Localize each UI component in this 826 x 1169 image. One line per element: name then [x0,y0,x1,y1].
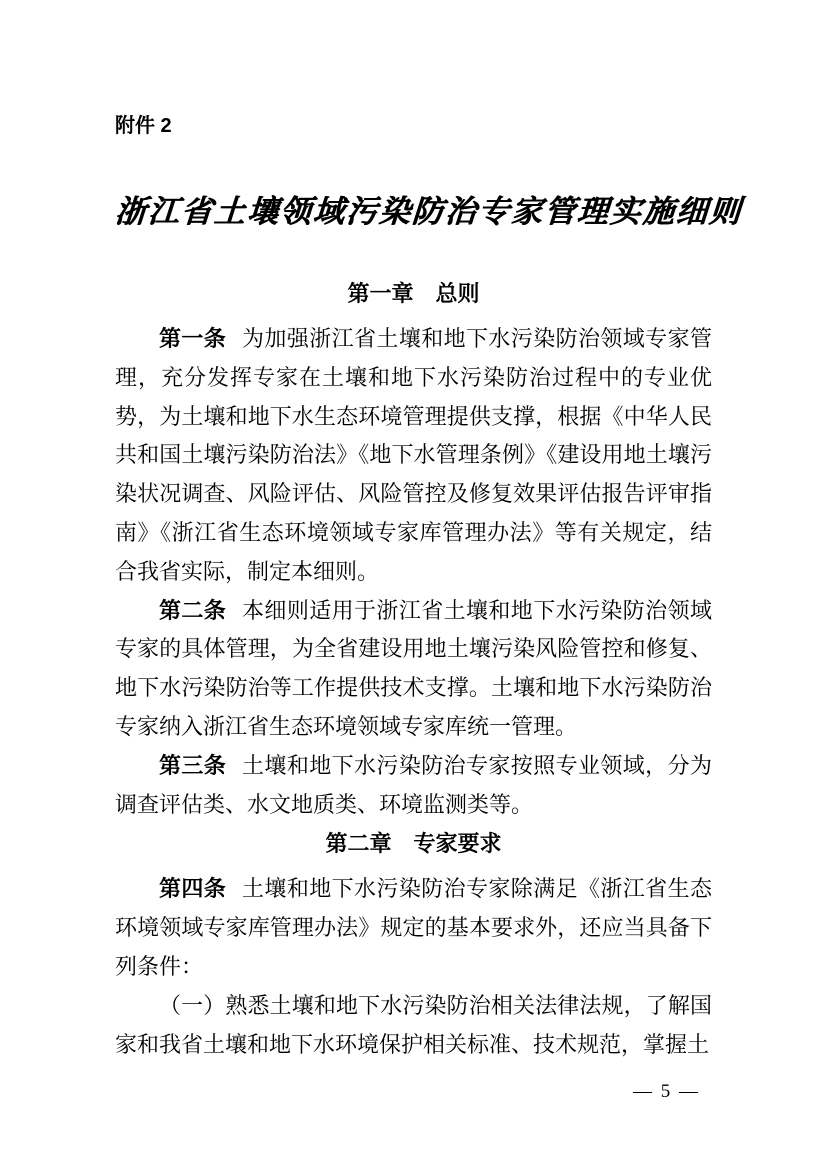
article-5-text: （一）熟悉土壤和地下水污染防治相关法律法规，了解国家和我省土壤和地下水环境保护相关标准、技术规范，掌握土 [115,992,712,1057]
attachment-label: 附件 2 [115,115,172,137]
article-5-paragraph [115,987,712,1065]
article-4-paragraph [115,870,712,986]
article-1-paragraph [115,320,712,592]
article-1-lead: 第一条 [159,326,227,351]
article-2-lead: 第二条 [159,597,227,623]
article-1-text: 为加强浙江省土壤和地下水污染防治领域专家管理，充分发挥专家在土壤和地下水污染防治过程中的专业优势，为土壤和地下水生态环境管理提供支撑，根据《中华人民共和国土壤污染防治法》《地下水管理条例》《建设用地土壤污染状况调查、风险评估、风险管控及修复效果评估报告评审指南》《浙江省生态环境领域专家库管理办法》等有关规定，结合我省实际，制定本细则。 [115,326,712,584]
article-3-text: 土壤和地下水污染防治专家按照专业领域，分为调查评估类、水文地质类、环境监测类等。 [115,752,712,817]
chapter-1-heading: 第一章 总则 [347,281,480,306]
chapter-2-heading: 第二章 专家要求 [325,831,502,857]
document-title: 浙江省土壤领域污染防治专家管理实施细则 [113,194,744,229]
article-3-lead: 第三条 [159,752,227,778]
article-3-paragraph [115,747,712,825]
article-4-lead: 第四条 [159,876,227,902]
page-number: — 5 — [633,1081,700,1102]
article-2-text: 本细则适用于浙江省土壤和地下水污染防治领域专家的具体管理，为全省建设用地土壤污染风险管控和修复、地下水污染防治等工作提供技术支撑。土壤和地下水污染防治专家纳入浙江省生态环境领域专家库统一管理。 [115,597,712,739]
article-2-paragraph [115,592,712,747]
article-4-text: 土壤和地下水污染防治专家除满足《浙江省生态环境领域专家库管理办法》规定的基本要求外，还应当具备下列条件： [115,876,712,979]
